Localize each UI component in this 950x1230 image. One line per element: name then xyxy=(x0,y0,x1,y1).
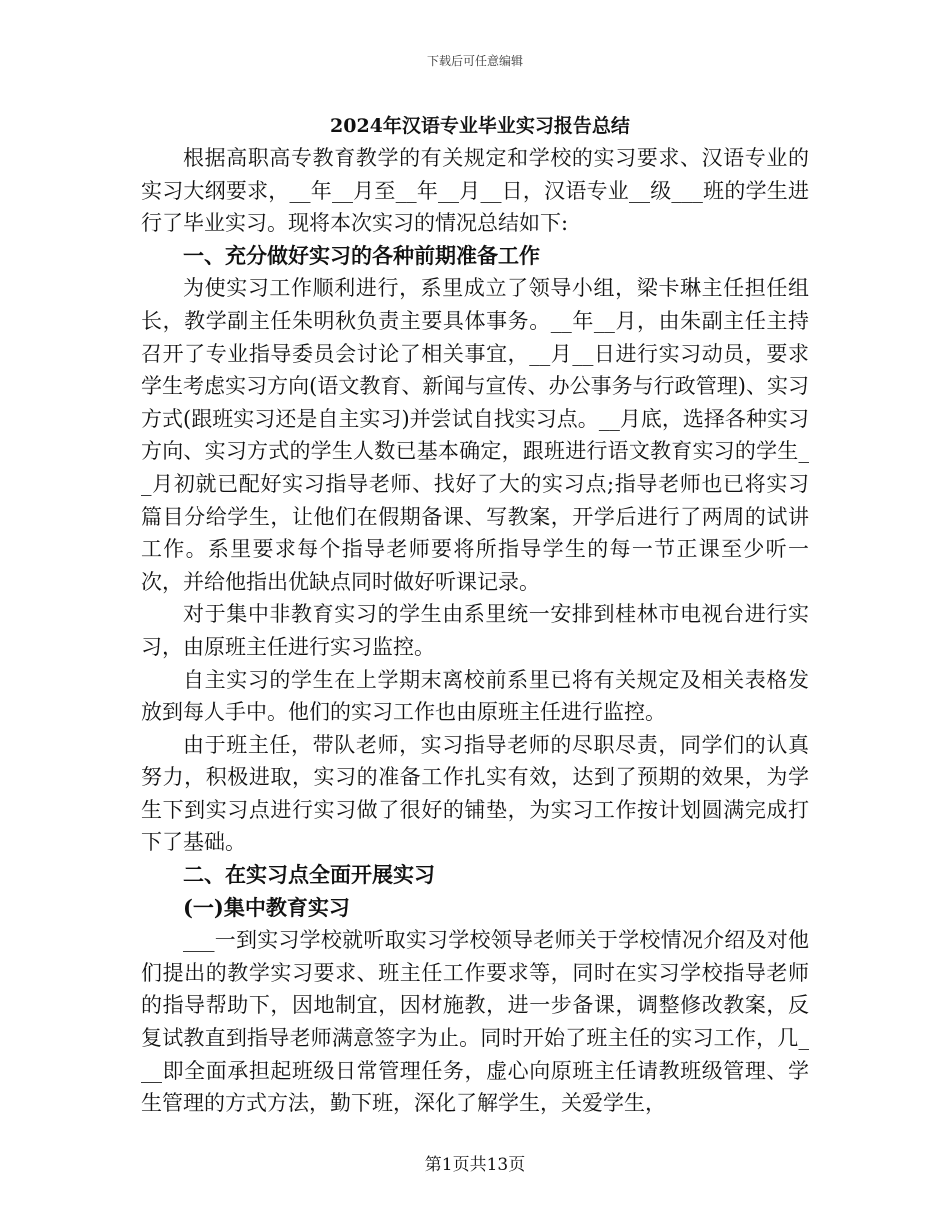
document-title: 2024年汉语专业毕业实习报告总结 xyxy=(330,115,630,137)
document-body xyxy=(141,110,809,1120)
section-1-paragraph-1: 为使实习工作顺利进行，系里成立了领导小组，梁卡琳主任担任组长，教学副主任朱明秋负责主要具体事务。__年__月，由朱副主任主持召开了专业指导委员会讨论了相关事宜，__月__日进行实习动员，要求学生考虑实习方向(语文教育、新闻与宣传、办公事务与行政管理)、实习方式(跟班实习还是自主实习)并尝试自找实习点。__月底，选择各种实习方向、实习方式的学生人数已基本确定，跟班进行语文教育实习的学生__月初就已配好实习指导老师、找好了大的实习点;指导老师也已将实习篇目分给学生，让他们在假期备课、写教案，开学后进行了两周的试讲工作。系里要求每个指导老师要将所指导学生的每一节正课至少听一次，并给他指出优缺点同时做好听课记录。 xyxy=(141,276,809,594)
section-1-heading: 一、充分做好实习的各种前期准备工作 xyxy=(183,242,540,268)
section-1-paragraph-2: 对于集中非教育实习的学生由系里统一安排到桂林市电视台进行实习，由原班主任进行实习监控。 xyxy=(141,602,809,659)
intro-paragraph: 根据高职高专教育教学的有关规定和学校的实习要求、汉语专业的实习大纲要求，__年__月至__年__月__日，汉语专业__级___班的学生进行了毕业实习。现将本次实习的情况总结如下: xyxy=(141,146,809,236)
section-2-paragraph-1: ___一到实习学校就听取实习学校领导老师关于学校情况介绍及对他们提出的教学实习要求、班主任工作要求等，同时在实习学校指导老师的指导帮助下，因地制宜，因材施教，进一步备课，调整修改教案，反复试教直到指导老师满意签字为止。同时开始了班主任的实习工作，几___即全面承担起班级日常管理任务，虚心向原班主任请教班级管理、学生管理的方式方法，勤下班，深化了解学生，关爱学生， xyxy=(141,928,809,1116)
header-note: 下载后可任意编辑 xyxy=(426,54,523,68)
section-1-paragraph-4: 由于班主任，带队老师，实习指导老师的尽职尽责，同学们的认真努力，积极进取，实习的准备工作扎实有效，达到了预期的效果，为学生下到实习点进行实习做了很好的铺垫，为实习工作按计划圆满完成打下了基础。 xyxy=(141,732,809,855)
section-2-heading: 二、在实习点全面开展实习 xyxy=(183,862,435,888)
section-1-paragraph-3: 自主实习的学生在上学期末离校前系里已将有关规定及相关表格发放到每人手中。他们的实习工作也由原班主任进行监控。 xyxy=(141,667,809,725)
section-2-subheading-1: (一)集中教育实习 xyxy=(183,894,350,920)
page-number: 第1页共13页 xyxy=(424,1155,526,1175)
